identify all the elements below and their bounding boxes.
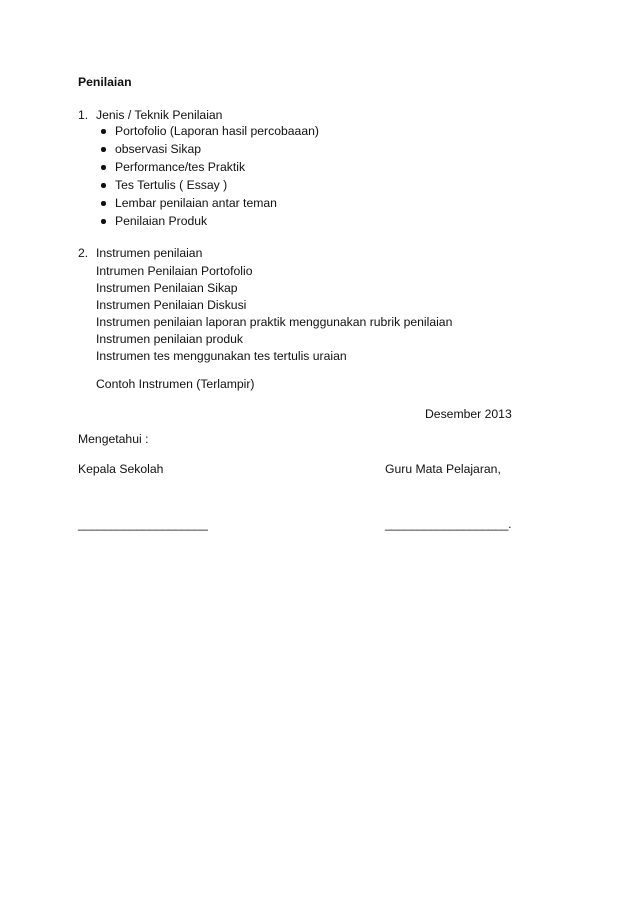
acknowledged-label: Mengetahui : [78, 432, 149, 446]
section2-number: 2. [78, 246, 89, 260]
section2-title: Instrumen penilaian [96, 246, 203, 260]
signer-left-title: Kepala Sekolah [78, 462, 164, 476]
list-item: Intrumen Penilaian Portofolio [96, 264, 253, 278]
list-item: Instrumen penilaian laporan praktik menggunakan rubrik penilaian [96, 315, 453, 329]
document-date: Desember 2013 [425, 407, 512, 421]
bullet-icon [101, 129, 106, 134]
list-item: Lembar penilaian antar teman [115, 196, 277, 210]
list-item: Instrumen tes menggunakan tes tertulis uraian [96, 349, 347, 363]
list-item: observasi Sikap [115, 142, 202, 156]
list-item: Performance/tes Praktik [115, 160, 246, 174]
section-heading: Penilaian [78, 75, 132, 89]
bullet-icon [101, 183, 106, 188]
signer-right-title: Guru Mata Pelajaran, [385, 462, 501, 476]
section1-number: 1. [78, 108, 89, 122]
signature-line-right: ___________________. [385, 517, 512, 531]
bullet-icon [101, 165, 106, 170]
bullet-icon [101, 201, 106, 206]
list-item: Instrumen Penilaian Sikap [96, 281, 238, 295]
signature-line-left: ____________________ [78, 517, 208, 531]
attachment-note: Contoh Instrumen (Terlampir) [96, 377, 255, 391]
list-item: Portofolio (Laporan hasil percobaaan) [115, 124, 319, 138]
bullet-icon [101, 147, 106, 152]
list-item: Penilaian Produk [115, 214, 208, 228]
section1-title: Jenis / Teknik Penilaian [96, 108, 223, 122]
bullet-icon [101, 219, 106, 224]
list-item: Instrumen penilaian produk [96, 332, 244, 346]
list-item: Tes Tertulis ( Essay ) [115, 178, 228, 192]
list-item: Instrumen Penilaian Diskusi [96, 298, 247, 312]
